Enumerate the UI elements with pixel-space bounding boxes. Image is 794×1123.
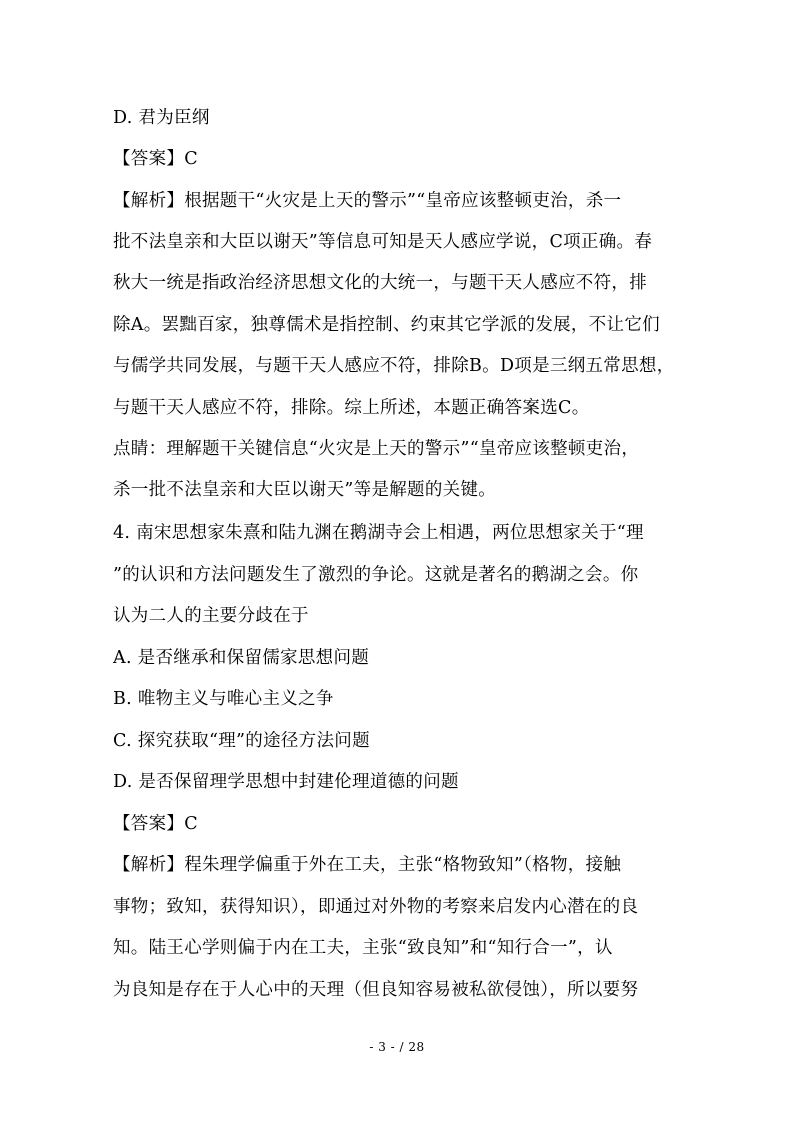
answer-line: 【答案】C xyxy=(113,814,198,834)
text-line: 与儒学共同发展，与题干天人感应不符，排除B。D项是三纲五常思想， xyxy=(113,356,675,376)
option-d: D. 是否保留理学思想中封建伦理道德的问题 xyxy=(113,772,459,792)
text-line: 除A。罢黜百家，独尊儒术是指控制、约束其它学派的发展，不让它们 xyxy=(113,315,660,335)
question-stem: ”的认识和方法问题发生了激烈的争论。这就是著名的鹅湖之会。你 xyxy=(113,565,639,585)
question-stem: 认为二人的主要分歧在于 xyxy=(113,606,309,626)
option-a: A. 是否继承和保留儒家思想问题 xyxy=(113,648,370,668)
option-b: B. 唯物主义与唯心主义之争 xyxy=(113,689,334,709)
analysis-line: 事物；致知，获得知识），即通过对外物的考察来启发内心潜在的良 xyxy=(113,897,639,917)
text-line: 【答案】C xyxy=(113,149,198,169)
analysis-line: 【解析】程朱理学偏重于外在工夫，主张“格物致知”（格物，接触 xyxy=(113,855,622,875)
text-line: 点睛：理解题干关键信息“火灾是上天的警示”“皇帝应该整顿吏治， xyxy=(113,439,640,459)
page-number: - 3 - / 28 xyxy=(369,1040,425,1054)
text-line: 秋大一统是指政治经济思想文化的大统一，与题干天人感应不符，排 xyxy=(113,273,647,293)
option-c: C. 探究获取“理”的途径方法问题 xyxy=(113,731,370,751)
text-line: D. 君为臣纲 xyxy=(113,108,210,128)
text-line: 【解析】根据题干“火灾是上天的警示”“皇帝应该整顿吏治，杀一 xyxy=(113,191,622,211)
text-line: 与题干天人感应不符，排除。综上所述，本题正确答案选C。 xyxy=(113,398,590,418)
analysis-line: 知。陆王心学则偏于内在工夫，主张“致良知”和“知行合一”，认 xyxy=(113,938,613,958)
analysis-line: 为良知是存在于人心中的天理（但良知容易被私欲侵蚀），所以要努 xyxy=(113,980,639,1000)
text-line: 批不法皇亲和大臣以谢天”等信息可知是天人感应学说，C项正确。春 xyxy=(113,232,653,252)
question-stem: 4. 南宋思想家朱熹和陆九渊在鹅湖寺会上相遇，两位思想家关于“理 xyxy=(113,523,644,543)
text-line: 杀一批不法皇亲和大臣以谢天”等是解题的关键。 xyxy=(113,480,497,500)
